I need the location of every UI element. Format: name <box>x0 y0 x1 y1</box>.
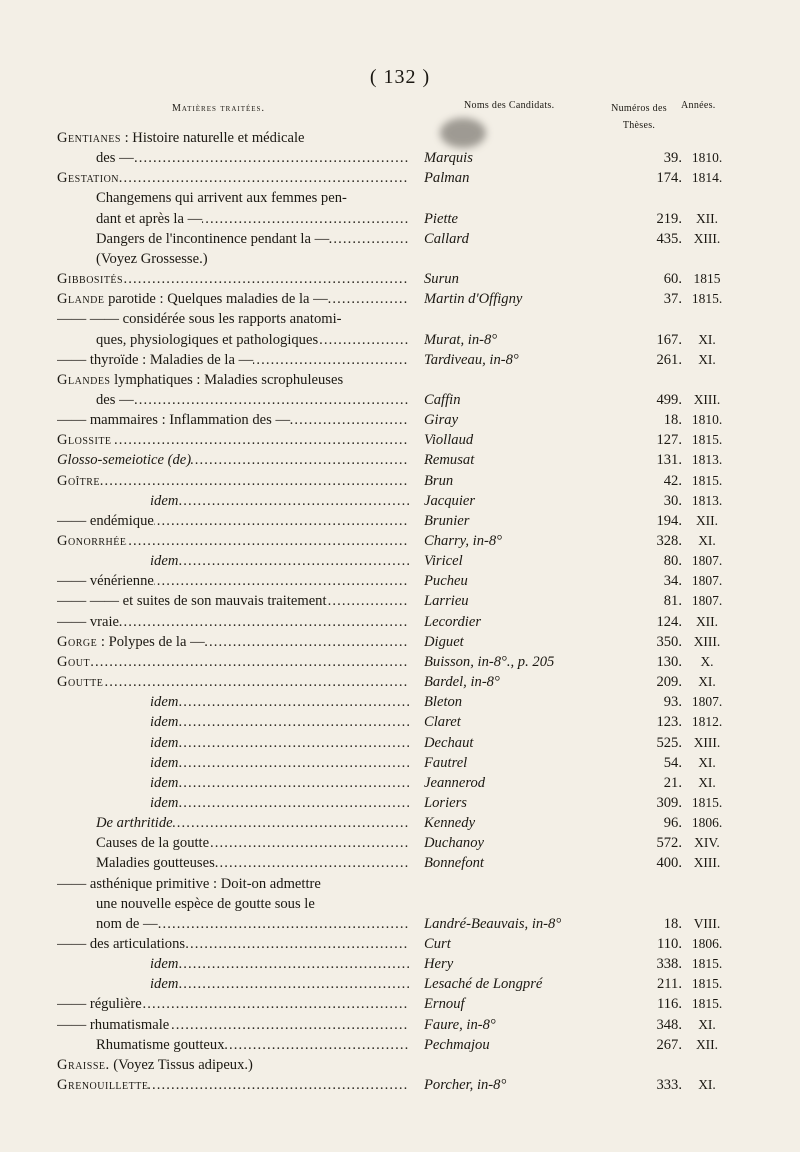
column-header-numeros: Numéros des Thèses. <box>611 103 667 131</box>
thesis-number: 167. <box>656 331 682 348</box>
column-header-annees: Années. <box>681 100 716 111</box>
thesis-year: XI. <box>698 331 716 347</box>
candidate-name: Lecordier <box>424 613 482 630</box>
entry-subject <box>57 934 409 954</box>
entry-subject-text: Goutte <box>57 674 104 691</box>
candidate-name: Marquis <box>424 150 473 167</box>
candidate-name: Pucheu <box>424 573 468 590</box>
index-row <box>0 632 800 652</box>
thesis-year: XIII. <box>693 230 721 246</box>
candidate-name: Viollaud <box>424 432 474 449</box>
entry-subject-text: Changemens qui arrivent aux femmes pen- <box>96 190 347 207</box>
candidate-name: Bonnefont <box>424 855 484 872</box>
thesis-number: 525. <box>656 734 682 751</box>
entry-subject-text: nom de — <box>96 915 158 932</box>
entry-subject <box>96 833 409 853</box>
entry-subject-text: idem <box>150 734 179 751</box>
index-row <box>0 128 800 148</box>
entry-subject-text: Glosso-semeiotice (de) <box>57 452 192 469</box>
entry-subject-text: idem <box>150 754 179 771</box>
entry-subject-text: Grenouillette <box>57 1077 149 1094</box>
thesis-year: VIII. <box>693 915 721 931</box>
entry-subject-text: idem <box>150 553 179 570</box>
entry-subject-text: Gorge : Polypes de la — <box>57 633 205 650</box>
thesis-year: 1815. <box>691 291 723 307</box>
index-row <box>0 874 800 894</box>
thesis-year: 1807. <box>691 694 723 710</box>
candidate-name: Murat, in-8° <box>424 331 498 348</box>
candidate-name: Faure, in-8° <box>424 1016 496 1033</box>
candidate-name: Caffin <box>424 391 461 408</box>
index-row <box>0 934 800 954</box>
index-row <box>0 994 800 1014</box>
thesis-year: XI. <box>698 774 716 790</box>
index-row <box>0 148 800 168</box>
thesis-number: 350. <box>656 633 682 650</box>
entry-subject-text: idem <box>150 714 179 731</box>
entry-subject-text: —— des articulations <box>57 936 186 952</box>
candidate-name: Bleton <box>424 694 463 711</box>
entry-subject-text: Glande parotide : Quelques maladies de la — <box>57 291 328 308</box>
entry-subject <box>96 1035 409 1055</box>
candidate-name: Landré-Beauvais, in-8° <box>424 915 562 932</box>
entry-subject-text: —— vénérienne <box>57 573 154 590</box>
thesis-year: 1815. <box>691 956 723 972</box>
candidate-name: Piette <box>424 210 459 227</box>
entry-subject <box>57 289 409 309</box>
candidate-name: Curt <box>424 936 451 952</box>
entry-subject-text: Graisse. (Voyez Tissus adipeux.) <box>57 1056 253 1073</box>
entry-subject <box>150 491 409 511</box>
entry-subject <box>57 370 409 390</box>
index-row <box>0 188 800 208</box>
candidate-name: Pechmajou <box>424 1036 490 1053</box>
thesis-year: 1815. <box>691 472 723 488</box>
candidate-name: Loriers <box>424 794 467 811</box>
entry-subject-text: —— —— considérée sous les rapports anatomi- <box>57 311 342 328</box>
thesis-number: 328. <box>656 533 682 549</box>
entry-subject <box>57 632 409 652</box>
candidate-name: Duchanoy <box>424 835 484 852</box>
candidate-name: Lesaché de Longpré <box>424 976 543 993</box>
index-row <box>0 410 800 430</box>
thesis-year: XII. <box>695 1036 719 1052</box>
thesis-number: 110. <box>657 936 682 952</box>
thesis-year: 1807. <box>691 553 723 569</box>
thesis-number: 130. <box>656 653 682 670</box>
entry-subject <box>96 229 409 249</box>
thesis-year: 1814. <box>691 170 723 186</box>
entry-subject-text: Gibbosités <box>57 271 124 288</box>
index-row <box>0 914 800 934</box>
thesis-number: 572. <box>656 835 682 852</box>
thesis-number: 93. <box>663 694 682 711</box>
thesis-year: 1815. <box>691 996 723 1012</box>
thesis-number: 123. <box>656 714 682 731</box>
index-row <box>0 954 800 974</box>
thesis-number: 261. <box>656 351 682 368</box>
candidate-name: Surun <box>424 271 459 288</box>
thesis-number: 435. <box>656 230 682 247</box>
index-row <box>0 692 800 712</box>
column-header-matieres: Matières traitées. <box>172 103 265 114</box>
thesis-year: XII. <box>695 210 719 226</box>
entry-subject <box>96 853 409 873</box>
thesis-number: 116. <box>657 996 682 1013</box>
index-row <box>0 531 800 551</box>
entry-subject <box>150 551 409 571</box>
index-row <box>0 289 800 309</box>
index-row <box>0 712 800 732</box>
thesis-number: 39. <box>663 150 682 167</box>
thesis-number: 338. <box>656 956 682 973</box>
thesis-number: 131. <box>656 452 682 469</box>
thesis-year: 1806. <box>691 936 723 951</box>
index-row <box>0 430 800 450</box>
entry-subject <box>150 773 409 793</box>
thesis-number: 209. <box>656 674 682 691</box>
index-row <box>0 753 800 773</box>
thesis-year: 1806. <box>691 815 723 831</box>
entry-subject-text: Gout <box>57 653 91 670</box>
thesis-number: 333. <box>656 1077 682 1094</box>
thesis-number: 96. <box>663 815 682 832</box>
entry-subject <box>96 188 409 208</box>
entry-subject <box>150 954 409 974</box>
index-row <box>0 591 800 611</box>
entry-subject <box>96 813 409 833</box>
candidate-name: Tardiveau, in-8° <box>424 351 519 368</box>
candidate-name: Brunier <box>424 512 470 529</box>
candidate-name: Hery <box>424 956 454 973</box>
thesis-year: 1810. <box>691 150 723 166</box>
entry-subject <box>57 1055 409 1075</box>
entry-subject <box>57 1015 409 1035</box>
index-row <box>0 551 800 571</box>
entry-subject-text: dant et après la — <box>96 210 203 227</box>
candidate-name: Giray <box>424 412 459 429</box>
entry-subject-text: idem <box>150 774 179 791</box>
index-row <box>0 773 800 793</box>
entry-subject-text: —— rhumatismale <box>57 1016 170 1033</box>
thesis-number: 400. <box>656 855 682 872</box>
candidate-name: Dechaut <box>424 734 474 751</box>
entry-subject-text: Goître <box>57 472 100 489</box>
entry-subject-text: —— vraie <box>57 613 120 630</box>
entry-subject <box>57 450 409 470</box>
thesis-number: 194. <box>656 512 682 529</box>
entry-subject <box>96 330 409 350</box>
candidate-name: Ernouf <box>424 996 465 1013</box>
entry-subject <box>57 511 409 531</box>
entry-subject <box>96 249 409 269</box>
entry-subject-text: idem <box>150 794 179 811</box>
page-number: ( 132 ) <box>369 66 431 88</box>
entry-subject <box>96 209 409 229</box>
index-row <box>0 269 800 289</box>
entry-subject <box>96 390 409 410</box>
entry-subject-text: Glossite <box>57 432 112 449</box>
entry-subject <box>57 350 409 370</box>
index-row <box>0 471 800 491</box>
thesis-number: 34. <box>663 573 682 590</box>
entry-subject-text: —— régulière <box>57 996 142 1013</box>
thesis-year: 1815. <box>691 976 723 992</box>
thesis-number: 18. <box>663 915 682 932</box>
index-row <box>0 390 800 410</box>
index-row <box>0 1055 800 1075</box>
index-row <box>0 309 800 329</box>
thesis-number: 309. <box>656 794 682 811</box>
thesis-year: XII. <box>695 613 719 629</box>
thesis-number: 30. <box>663 492 682 509</box>
entry-subject-text: idem <box>150 976 179 993</box>
entry-subject <box>57 309 409 329</box>
thesis-number: 60. <box>663 271 682 288</box>
candidate-name: Jeannerod <box>424 774 486 791</box>
index-row <box>0 209 800 229</box>
thesis-number: 81. <box>663 593 682 610</box>
candidate-name: Larrieu <box>424 593 469 610</box>
entry-subject-text: Gonorrhée <box>57 533 127 549</box>
index-row <box>0 571 800 591</box>
thesis-number: 54. <box>663 754 682 771</box>
thesis-number: 42. <box>663 472 682 489</box>
thesis-year: 1813. <box>691 452 723 468</box>
entry-subject <box>150 712 409 732</box>
candidate-name: Brun <box>424 472 454 489</box>
candidate-name: Martin d'Offigny <box>424 291 523 308</box>
entry-subject-text: des — <box>96 150 134 167</box>
entry-subject <box>57 410 409 430</box>
index-row <box>0 249 800 269</box>
thesis-year: XI. <box>698 1077 716 1093</box>
column-header-candidats: Noms des Candidats. <box>464 100 555 111</box>
thesis-number: 174. <box>656 170 682 187</box>
entry-subject-text: Dangers de l'incontinence pendant la — <box>96 230 330 247</box>
thesis-year: XI. <box>698 754 716 770</box>
entry-subject-text: —— endémique <box>57 512 154 529</box>
entry-subject-text: idem <box>150 956 179 973</box>
entry-subject-text: des — <box>96 391 134 408</box>
entry-subject-text: Rhumatisme goutteux <box>96 1036 225 1053</box>
entry-subject-text: idem <box>150 694 179 711</box>
index-row <box>0 491 800 511</box>
entry-subject-text: —— thyroïde : Maladies de la — <box>57 351 254 368</box>
index-row <box>0 853 800 873</box>
thesis-year: 1813. <box>691 492 723 508</box>
thesis-year: 1815. <box>691 432 723 448</box>
entry-subject-text: une nouvelle espèce de goutte sous le <box>96 895 315 912</box>
thesis-year: XII. <box>695 512 719 528</box>
thesis-number: 267. <box>656 1036 682 1053</box>
entry-subject <box>150 974 409 994</box>
thesis-number: 80. <box>663 553 682 570</box>
thesis-year: XIII. <box>693 391 721 407</box>
index-row <box>0 370 800 390</box>
index-row <box>0 894 800 914</box>
index-row <box>0 652 800 672</box>
index-row <box>0 612 800 632</box>
entry-subject <box>150 733 409 753</box>
entry-subject-text: —— asthénique primitive : Doit-on admettre <box>57 875 321 892</box>
entry-subject-text: —— —— et suites de son mauvais traitement <box>57 593 327 610</box>
index-row <box>0 974 800 994</box>
candidate-name: Claret <box>424 714 461 731</box>
candidate-name: Buisson, in-8°., p. 205 <box>424 653 555 670</box>
thesis-year: X. <box>700 653 714 669</box>
entry-subject <box>57 874 409 894</box>
thesis-year: XIII. <box>693 855 721 871</box>
index-row <box>0 1035 800 1055</box>
thesis-number: 348. <box>656 1016 682 1033</box>
entry-subject <box>57 471 409 491</box>
candidate-name: Bardel, in-8° <box>424 674 500 691</box>
thesis-number: 127. <box>656 432 682 449</box>
index-row <box>0 672 800 692</box>
entry-subject <box>96 148 409 168</box>
entry-subject-text: ques, physiologiques et pathologiques <box>96 331 319 348</box>
entry-subject <box>57 1075 409 1095</box>
index-row <box>0 350 800 370</box>
entry-subject <box>96 914 409 934</box>
index-row <box>0 511 800 531</box>
entry-subject <box>57 128 409 148</box>
thesis-year: 1807. <box>691 593 723 609</box>
entry-subject-text: De arthritide <box>96 815 173 832</box>
thesis-number: 37. <box>663 291 682 308</box>
candidate-name: Palman <box>424 170 470 187</box>
thesis-number: 499. <box>656 391 682 408</box>
thesis-year: XIII. <box>693 734 721 750</box>
thesis-year: 1807. <box>691 573 723 589</box>
entry-subject-text: Maladies goutteuses <box>96 855 215 872</box>
entry-subject <box>57 269 409 289</box>
candidate-name: Porcher, in-8° <box>424 1077 507 1094</box>
index-row <box>0 813 800 833</box>
thesis-year: 1815. <box>691 794 723 810</box>
entry-subject <box>57 994 409 1014</box>
candidate-name: Viricel <box>424 553 463 570</box>
entry-subject <box>57 652 409 672</box>
thesis-year: XIII. <box>693 633 721 649</box>
entry-subject <box>57 430 409 450</box>
thesis-year: XI. <box>698 533 716 548</box>
thesis-year: 1812. <box>691 714 723 730</box>
entry-subject-text: —— mammaires : Inflammation des — <box>57 412 291 429</box>
thesis-year: XI. <box>698 1016 716 1032</box>
thesis-year: XIV. <box>694 835 720 851</box>
candidate-name: Callard <box>424 230 469 247</box>
index-row <box>0 733 800 753</box>
index-row <box>0 450 800 470</box>
entry-subject <box>57 571 409 591</box>
index-row <box>0 168 800 188</box>
entry-subject <box>96 894 409 914</box>
entry-subject <box>150 692 409 712</box>
entry-subject <box>57 591 409 611</box>
thesis-number: 124. <box>656 613 682 630</box>
candidate-name: Diguet <box>424 633 464 650</box>
entry-subject-text: Gestation <box>57 170 120 187</box>
candidate-name: Charry, in-8° <box>424 533 502 549</box>
thesis-number: 21. <box>663 774 682 791</box>
entry-subject <box>57 531 409 551</box>
thesis-number: 211. <box>657 976 682 993</box>
index-row <box>0 833 800 853</box>
candidate-name: Remusat <box>424 452 475 469</box>
entry-subject-text: Glandes lymphatiques : Maladies scrophuleuses <box>57 371 344 388</box>
candidate-name: Jacquier <box>424 492 476 509</box>
entry-subject <box>150 753 409 773</box>
thesis-year: 1815 <box>693 271 721 287</box>
entry-subject-text: idem <box>150 492 179 509</box>
thesis-number: 219. <box>656 210 682 227</box>
entry-subject <box>57 672 409 692</box>
index-row <box>0 1015 800 1035</box>
entry-subject-text: Gentianes : Histoire naturelle et médicale <box>57 130 305 146</box>
entry-subject-text: (Voyez Grossesse.) <box>96 250 208 267</box>
entry-subject <box>57 612 409 632</box>
entry-subject-text: Causes de la goutte <box>96 835 210 852</box>
candidate-name: Kennedy <box>424 815 476 832</box>
thesis-year: XI. <box>698 674 716 690</box>
thesis-year: 1810. <box>691 412 723 428</box>
entry-subject <box>150 793 409 813</box>
thesis-number: 18. <box>663 412 682 429</box>
entry-subject <box>57 168 409 188</box>
index-row <box>0 793 800 813</box>
index-row <box>0 330 800 350</box>
index-row <box>0 229 800 249</box>
thesis-year: XI. <box>698 351 716 367</box>
candidate-name: Fautrel <box>424 754 468 771</box>
index-row <box>0 1075 800 1095</box>
